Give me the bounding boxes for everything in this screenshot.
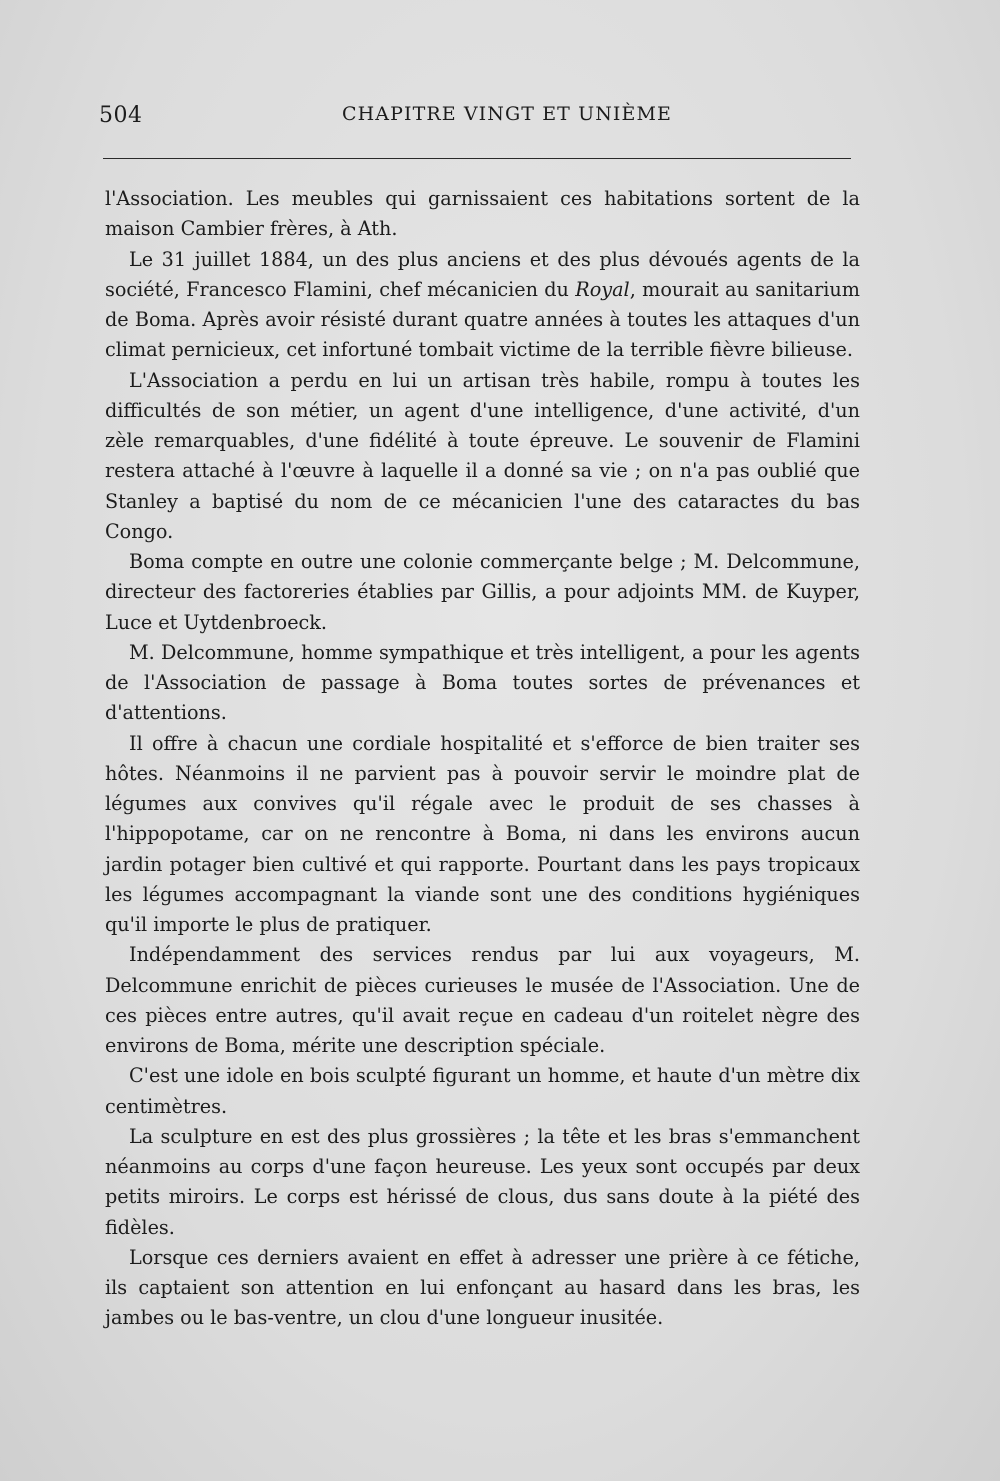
running-title: CHAPITRE VINGT ET UNIÈME xyxy=(341,103,673,125)
paragraph-2-part-1: Le 31 juillet 1884, un des plus anciens et des plus dévoués agents de la société, Francesco Flamini, chef mécanicien du xyxy=(105,247,860,301)
header-rule xyxy=(103,158,851,159)
paragraph-3: L'Association a perdu en lui un artisan très habile, rompu à toutes les difficultés de son métier, un agent d'une intelligence, d'une activité, d'un zèle remarquables, d'une fidélité à toute épreuve. Le souvenir de Flamini restera attaché à l'œuvre à laquelle il a donné sa vie ; on n'a pas oublié que Stanley a baptisé du nom de ce mécanicien l'une des cataractes du bas Congo. xyxy=(105,368,860,543)
body-text xyxy=(105,184,860,1334)
paragraph-4: Boma compte en outre une colonie commerçante belge ; M. Delcommune, directeur des factoreries établies par Gillis, a pour adjoints MM. de Kuyper, Luce et Uytdenbroeck. xyxy=(105,550,860,634)
paragraph-10: Lorsque ces derniers avaient en effet à adresser une prière à ce fétiche, ils captaient son attention en lui enfonçant au hasard dans les bras, les jambes ou le bas-ventre, un clou d'une longueur inusitée. xyxy=(105,1245,860,1330)
paragraph-1: l'Association. Les meubles qui garnissaient ces habitations sortent de la maison Cambier frères, à Ath. xyxy=(105,187,860,241)
paragraph-2-part-2: , mourait au sanitarium de Boma. Après avoir résisté durant quatre années à toutes les attaques d'un climat pernicieux, cet infortuné tombait victime de la terrible fièvre bilieuse. xyxy=(105,277,860,362)
paragraph-2 xyxy=(105,245,860,366)
ship-name-italic: Royal xyxy=(575,277,630,301)
paragraph-6: Il offre à chacun une cordiale hospitalité et s'efforce de bien traiter ses hôtes. Néanmoins il ne parvient pas à pouvoir servir le moindre plat de légumes aux convives qu'il régale avec le produit de ses chasses à l'hippopotame, car on ne rencontre à Boma, ni dans les environs aucun jardin potager bien cultivé et qui rapporte. Pourtant dans les pays tropicaux les légumes accompagnant la viande sont une des conditions hygiéniques qu'il importe le plus de pratiquer. xyxy=(105,731,860,936)
paragraph-5: M. Delcommune, homme sympathique et très intelligent, a pour les agents de l'Association de passage à Boma toutes sortes de prévenances et d'attentions. xyxy=(105,640,860,725)
page-number: 504 xyxy=(99,103,143,128)
paragraph-7: Indépendamment des services rendus par lui aux voyageurs, M. Delcommune enrichit de pièces curieuses le musée de l'Association. Une de ces pièces entre autres, qu'il avait reçue en cadeau d'un roitelet nègre des environs de Boma, mérite une description spéciale. xyxy=(105,943,860,1057)
paragraph-9: La sculpture en est des plus grossières ; la tête et les bras s'emmanchent néanmoins au corps d'une façon heureuse. Les yeux sont occupés par deux petits miroirs. Le corps est hérissé de clous, dus sans doute à la piété des fidèles. xyxy=(105,1124,860,1239)
paragraph-8: C'est une idole en bois sculpté figurant un homme, et haute d'un mètre dix centimètres. xyxy=(105,1064,860,1118)
